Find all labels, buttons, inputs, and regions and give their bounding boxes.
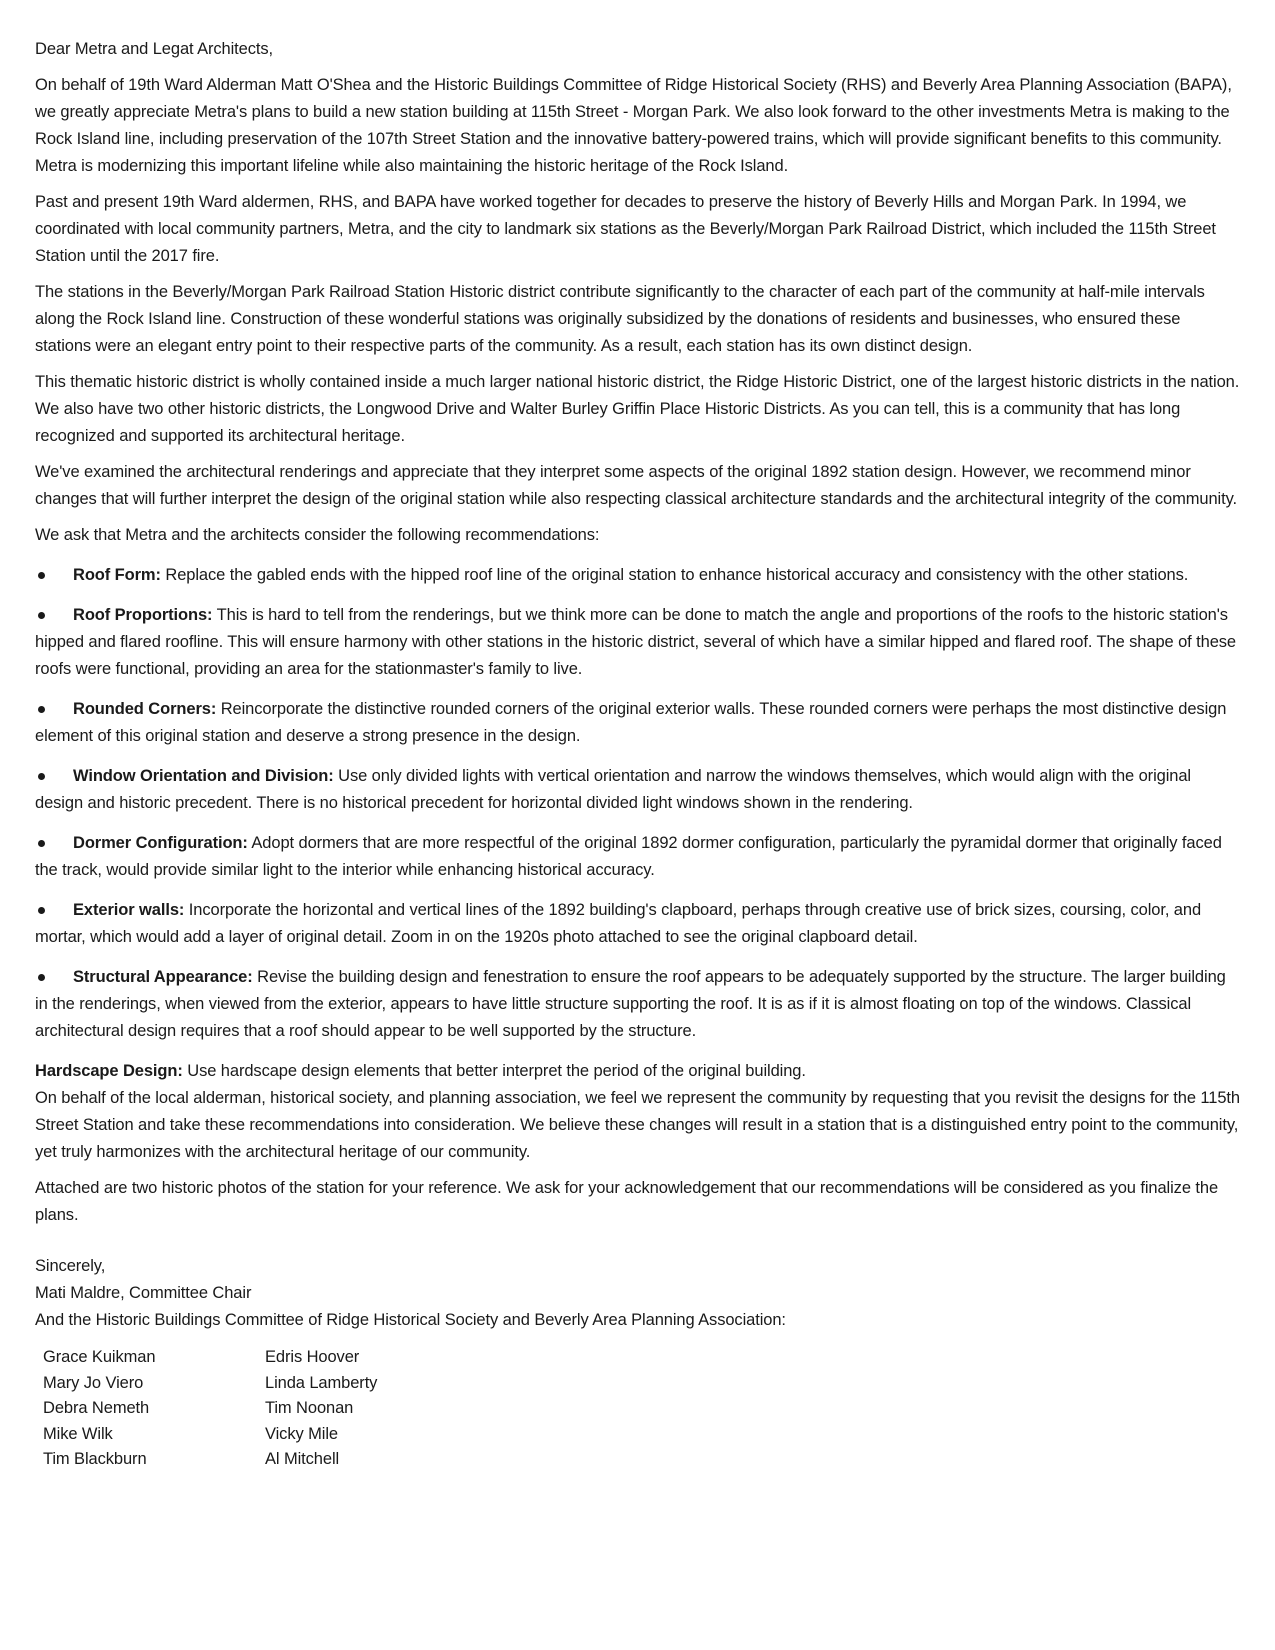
bullet-icon <box>38 572 45 579</box>
hardscape-paragraph <box>35 1058 1240 1166</box>
committee-member-name: Linda Lamberty <box>265 1373 378 1392</box>
committee-member-name: Mary Jo Viero <box>43 1373 144 1392</box>
hardscape-text: Use hardscape design elements that better interpret the period of the original building. <box>187 1062 806 1080</box>
letter-paragraph: On behalf of 19th Ward Alderman Matt O'Shea and the Historic Buildings Committee of Ridge Historical Society (RHS) and Beverly Area Planning Association (BAPA), we greatly appreciate Metra's plans to build a new station building at 115th Street - Morgan Park. We also look forward to the other investments Metra is making to the Rock Island line, including preservation of the 107th Street Station and the innovative battery-powered trains, which will provide significant benefits to this community. Metra is modernizing this important lifeline while also maintaining the historic heritage of the Rock Island. <box>35 76 1232 175</box>
letter-paragraph: The stations in the Beverly/Morgan Park Railroad Station Historic district contribute significantly to the character of each part of the community at half-mile intervals along the Rock Island line. Construction of these wonderful stations was originally subsidized by the donations of residents and businesses, who ensured these stations were an elegant entry point to their respective parts of the community. As a result, each station has its own distinct design. <box>35 283 1205 355</box>
recommendation-item <box>35 602 1240 683</box>
recommendation-item <box>35 562 1240 589</box>
committee-member-name: Debra Nemeth <box>43 1399 150 1417</box>
committee-member-name: Edris Hoover <box>265 1348 360 1366</box>
recommendation-label: Dormer Configuration: <box>73 834 248 852</box>
committee-members <box>43 1345 1240 1473</box>
bullet-icon <box>38 773 45 780</box>
recommendation-label: Exterior walls: <box>73 901 185 919</box>
committee-member-name: Vicky Mile <box>265 1424 338 1443</box>
closing-text: On behalf of the local alderman, historical society, and planning association, we feel we represent the community by requesting that you revisit the designs for the 115th Street Station and take these recommendations into consideration. We believe these changes will result in a station that is a distinguished entry point to the community, yet truly harmonizes with the architectural heritage of our community. <box>35 1089 1240 1161</box>
recommendation-item <box>35 964 1240 1045</box>
recommendation-text: Adopt dormers that are more respectful of the original 1892 dormer configuration, particularly the pyramidal dormer that originally faced the track, would provide similar light to the interior while enhancing historical accuracy. <box>35 834 1222 879</box>
bullet-icon <box>38 974 45 981</box>
committee-column-2 <box>265 1345 1240 1473</box>
committee-member-name: Tim Noonan <box>265 1399 354 1417</box>
committee-member-name: Tim Blackburn <box>43 1450 147 1468</box>
bullet-icon <box>38 706 45 713</box>
signature-committee: And the Historic Buildings Committee of Ridge Historical Society and Beverly Area Planning Association: <box>35 1311 786 1329</box>
recommendation-label: Roof Form: <box>73 566 161 584</box>
recommendations-intro: We ask that Metra and the architects consider the following recommendations: <box>35 526 600 544</box>
recommendation-label: Structural Appearance: <box>73 968 253 986</box>
recommendation-item <box>35 830 1240 884</box>
attachment-paragraph: Attached are two historic photos of the station for your reference. We ask for your acknowledgement that our recommendations will be considered as you finalize the plans. <box>35 1179 1219 1224</box>
recommendation-label: Rounded Corners: <box>73 700 217 718</box>
letter-paragraph: We've examined the architectural renderings and appreciate that they interpret some aspects of the original 1892 station design. However, we recommend minor changes that will further interpret the design of the original station while also respecting classical architecture standards and the architectural integrity of the community. <box>35 463 1237 508</box>
committee-member-name: Mike Wilk <box>43 1424 113 1443</box>
recommendation-text: Reincorporate the distinctive rounded corners of the original exterior walls. These rounded corners were perhaps the most distinctive design element of this original station and deserve a strong presence in the design. <box>35 700 1227 745</box>
recommendation-text: Use only divided lights with vertical orientation and narrow the windows themselves, which would align with the original design and historic precedent. There is no historical precedent for horizontal divided light windows shown in the rendering. <box>35 767 1191 812</box>
recommendation-item <box>35 897 1240 951</box>
recommendation-text: Replace the gabled ends with the hipped roof line of the original station to enhance historical accuracy and consistency with the other stations. <box>165 566 1189 584</box>
bullet-icon <box>38 907 45 914</box>
salutation: Dear Metra and Legat Architects, <box>35 40 274 58</box>
bullet-icon <box>38 612 45 619</box>
committee-member-name: Al Mitchell <box>265 1450 340 1468</box>
signature-name: Mati Maldre, Committee Chair <box>35 1284 252 1302</box>
recommendation-text: Incorporate the horizontal and vertical lines of the 1892 building's clapboard, perhaps through creative use of brick sizes, coursing, color, and mortar, which would add a layer of original detail. Zoom in on the 1920s photo attached to see the original clapboard detail. <box>35 901 1202 946</box>
letter-paragraph: This thematic historic district is wholly contained inside a much larger national historic district, the Ridge Historic District, one of the largest historic districts in the nation. We also have two other historic districts, the Longwood Drive and Walter Burley Griffin Place Historic Districts. As you can tell, this is a community that has long recognized and supported its architectural heritage. <box>35 373 1240 445</box>
recommendation-label: Roof Proportions: <box>73 606 213 624</box>
bullet-icon <box>38 840 45 847</box>
recommendation-text: This is hard to tell from the renderings, but we think more can be done to match the angle and proportions of the roofs to the historic station's hipped and flared roofline. This will ensure harmony with other stations in the historic district, several of which have a similar hipped and flared roof. The shape of these roofs were functional, providing an area for the stationmaster's family to live. <box>35 606 1236 678</box>
signature-block <box>35 1253 1240 1334</box>
committee-column-1 <box>43 1345 265 1473</box>
letter-paragraph: Past and present 19th Ward aldermen, RHS, and BAPA have worked together for decades to preserve the history of Beverly Hills and Morgan Park. In 1994, we coordinated with local community partners, Metra, and the city to landmark six stations as the Beverly/Morgan Park Railroad District, which included the 115th Street Station until the 2017 fire. <box>35 193 1216 265</box>
recommendation-text: Revise the building design and fenestration to ensure the roof appears to be adequately supported by the structure. The larger building in the renderings, when viewed from the exterior, appears to have little structure supporting the roof. It is as if it is almost floating on top of the windows. Classical architectural design requires that a roof should appear to be well supported by the structure. <box>35 968 1226 1040</box>
committee-member-name: Grace Kuikman <box>43 1348 156 1366</box>
signoff: Sincerely, <box>35 1257 106 1275</box>
recommendation-item <box>35 696 1240 750</box>
recommendation-label: Window Orientation and Division: <box>73 767 334 785</box>
hardscape-label: Hardscape Design: <box>35 1062 183 1080</box>
recommendation-item <box>35 763 1240 817</box>
